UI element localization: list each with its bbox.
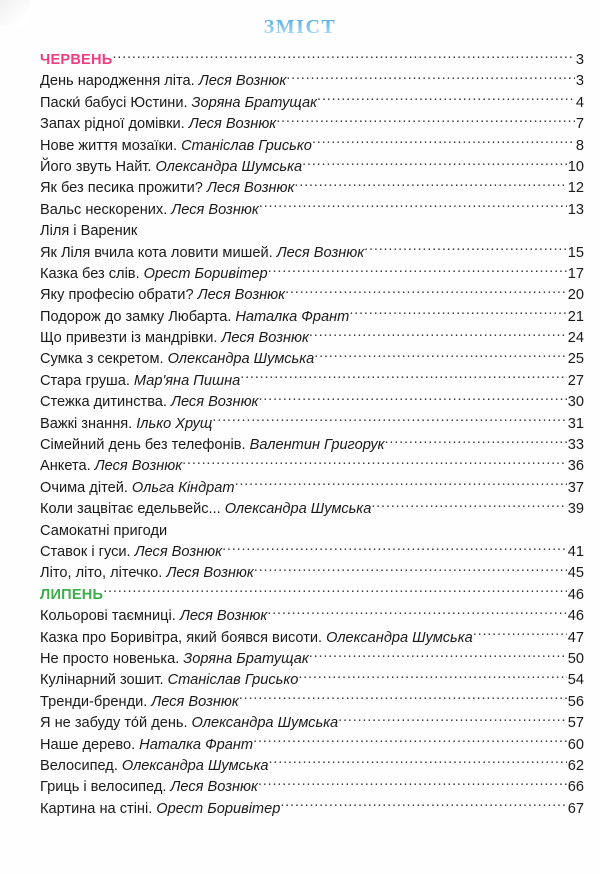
toc-page-number: 62 [567,757,584,774]
toc-entry-title: Нове життя мозаїки. [40,137,178,154]
toc-section-heading[interactable] [40,221,584,242]
toc-entry-author: Леся Вознюк [94,458,183,475]
toc-entry-row[interactable] [40,349,584,370]
toc-entry-row[interactable] [40,93,584,114]
dot-leader [112,50,574,64]
toc-entry-title: Не просто новенька. [40,650,180,667]
toc-entry-row[interactable] [40,670,584,691]
toc-entry-list [0,41,600,820]
dot-leader [269,756,567,770]
dot-leader [302,157,567,171]
toc-page-number: 30 [567,394,584,411]
toc-entry-title: Яку професію обрати? [40,287,194,304]
dot-leader [259,200,567,214]
dot-leader [312,136,575,150]
dot-leader [182,456,567,470]
dot-leader [268,264,567,278]
toc-entry-row[interactable] [40,499,584,520]
toc-entry-title: Запах рідної домівки. [40,116,185,133]
dot-leader [473,628,567,642]
toc-entry-row[interactable] [40,392,584,413]
dot-leader [314,349,567,363]
toc-page-number: 36 [567,458,584,475]
toc-entry-row[interactable] [40,136,584,157]
toc-entry-row[interactable] [40,371,584,392]
toc-entry-author: Зоряна Братущак [183,650,309,667]
toc-entry-title: Як без песика прожити? [40,180,203,197]
toc-entry-author: Леся Вознюк [166,565,254,582]
toc-entry-row[interactable] [40,414,584,435]
toc-entry-author: Наталка Франт [235,308,350,325]
toc-page-number: 13 [567,201,584,218]
toc-entry-author: Орест Боривітер [156,800,281,817]
toc-entry-row[interactable] [40,307,584,328]
toc-entry-author: Олександра Шумська [155,158,303,175]
toc-entry-title: Кулінарний зошит. [40,672,164,689]
toc-entry-title: Казка без слів. [40,265,140,282]
dot-leader [309,328,567,342]
toc-entry-row[interactable] [40,628,584,649]
toc-entry-row[interactable] [40,328,584,349]
toc-page-number: 17 [567,265,584,282]
toc-entry-title: Ліля і Вареник [40,223,138,240]
toc-page-number: 27 [567,372,584,389]
toc-entry-row[interactable] [40,157,584,178]
toc-entry-author: Леся Вознюк [171,201,259,218]
toc-entry-title: Анкета. [40,458,91,475]
toc-page-number: 12 [567,180,584,197]
dot-leader [222,542,567,556]
toc-page-number: 3 [575,52,584,68]
toc-entry-author: Леся Вознюк [206,180,295,197]
dot-leader [267,606,566,620]
toc-page-number: 4 [575,94,584,111]
toc-entry-author: Станіслав Грисько [167,672,299,689]
toc-month-heading[interactable] [40,50,584,71]
toc-entry-row[interactable] [40,243,584,264]
toc-entry-author: Ольга Кіндрат [131,479,235,496]
toc-entry-author: Олександра Шумська [167,351,315,368]
toc-entry-author: Валентин Григорук [249,437,385,454]
dot-leader [371,499,566,513]
toc-entry-row[interactable] [40,649,584,670]
dot-leader [253,735,567,749]
toc-month-heading[interactable] [40,585,584,606]
toc-entry-author: Наталка Франт [139,736,254,753]
toc-entry-author: Леся Вознюк [188,116,277,133]
toc-entry-row[interactable] [40,777,584,798]
toc-page-number: 57 [567,715,584,732]
dot-leader [338,713,567,727]
toc-entry-row[interactable] [40,178,584,199]
toc-page-number: 21 [567,308,584,325]
toc-page-number: 7 [575,116,584,133]
dot-leader [235,478,567,492]
toc-entry-row[interactable] [40,285,584,306]
toc-page-number: 41 [567,543,584,560]
toc-page-number: 10 [567,158,584,175]
toc-entry-title: Стежка дитинства. [40,394,167,411]
toc-entry-row[interactable] [40,478,584,499]
toc-entry-title: Важкі знання. [40,415,133,432]
toc-entry-author: Леся Вознюк [221,330,309,347]
toc-page-number: 24 [567,330,584,347]
toc-page-number: 15 [567,244,584,261]
dot-leader [385,435,567,449]
toc-entry-title: Паски́ бабусі Юстини. [40,94,188,111]
toc-entry-row[interactable] [40,692,584,713]
toc-entry-title: Гриць і велосипед. [40,779,167,796]
toc-entry-author: Леся Вознюк [151,693,239,710]
toc-entry-author: Леся Вознюк [170,779,258,796]
toc-entry-title: Подорож до замку Любарта. [40,308,232,325]
toc-entry-title: Його звуть Найт. [40,158,152,175]
dot-leader [239,692,567,706]
toc-entry-title: Вальс нескорених. [40,201,168,218]
toc-page-number: 66 [567,779,584,796]
toc-entry-author: Олександра Шумська [326,629,473,646]
toc-entry-title: Самокатні пригоди [40,522,168,539]
toc-entry-title: Кольорові таємниці. [40,608,176,625]
toc-entry-row[interactable] [40,264,584,285]
toc-page-number: 45 [567,565,584,582]
toc-entry-title: Сумка з секретом. [40,351,164,368]
toc-page-number: 39 [567,501,584,518]
dot-leader [298,670,566,684]
toc-entry-author: Олександра Шумська [121,757,269,774]
dot-leader [276,114,575,128]
toc-entry-title: Сімейний день без телефонів. [40,437,246,454]
toc-page-number: 50 [567,650,584,667]
toc-entry-title: Коли зацвітає едельвейс... [40,501,221,518]
dot-leader [309,649,567,663]
toc-page-number: 8 [575,137,584,154]
dot-leader [103,585,567,599]
toc-entry-author: Леся Вознюк [197,287,286,304]
page-title: ЗМІСТ [0,0,600,41]
toc-entry-row[interactable] [40,200,584,221]
toc-page-number: 46 [567,608,584,625]
dot-leader [258,777,567,791]
toc-entry-row[interactable] [40,799,584,820]
toc-page-number: 25 [567,351,584,368]
toc-entry-row[interactable] [40,114,584,135]
toc-entry-title: Казка про Боривітра, який боявся висоти. [40,629,323,646]
toc-page-number: 37 [567,479,584,496]
toc-entry-title: Літо, літо, літечко. [40,565,163,582]
dot-leader [294,178,566,192]
toc-entry-row[interactable] [40,456,584,477]
toc-entry-row[interactable] [40,563,584,584]
toc-entry-title: Я не забуду то́й день. [40,715,188,732]
dot-leader [285,285,567,299]
dot-leader [317,93,575,107]
toc-page-number: 31 [567,415,584,432]
dot-leader [240,371,567,385]
toc-page-number: 54 [567,672,584,689]
toc-entry-title: Як Ліля вчила кота ловити мишей. [40,244,273,261]
toc-entry-title: Наше дерево. [40,736,136,753]
dot-leader [254,563,567,577]
toc-entry-row[interactable] [40,71,584,92]
toc-entry-row[interactable] [40,756,584,777]
toc-entry-title: ЧЕРВЕНЬ [40,52,113,68]
toc-entry-row[interactable] [40,735,584,756]
toc-entry-author: Станіслав Грисько [181,137,312,154]
toc-page-number: 33 [567,437,584,454]
toc-entry-author: Зоряна Братущак [191,94,318,111]
toc-entry-author: Олександра Шумська [224,501,372,518]
toc-entry-author: Леся Вознюк [134,543,223,560]
toc-entry-author: Леся Вознюк [276,244,365,261]
dot-leader [212,414,566,428]
toc-entry-title: ЛИПЕНЬ [40,586,104,603]
dot-leader [364,243,567,257]
toc-page-number: 20 [567,287,584,304]
toc-page-number: 60 [567,736,584,753]
dot-leader [258,392,566,406]
toc-entry-author: Леся Вознюк [179,608,268,625]
dot-leader [286,71,575,85]
toc-entry-row[interactable] [40,713,584,734]
toc-entry-row[interactable] [40,542,584,563]
toc-page-number: 46 [567,586,584,603]
toc-entry-author: Олександра Шумська [191,715,339,732]
toc-entry-author: Орест Боривітер [143,265,268,282]
dot-leader [349,307,566,321]
toc-entry-row[interactable] [40,435,584,456]
toc-entry-author: Леся Вознюк [170,394,259,411]
toc-entry-author: Леся Вознюк [198,73,287,90]
dot-leader [280,799,566,813]
toc-entry-title: Картина на стіні. [40,800,153,817]
toc-entry-title: Що привезти із мандрівки. [40,330,218,347]
toc-page-number: 3 [575,73,584,90]
toc-entry-title: День народження літа. [40,73,195,90]
toc-entry-row[interactable] [40,606,584,627]
toc-entry-title: Ставок і гуси. [40,543,131,560]
toc-section-heading[interactable] [40,521,584,542]
toc-page-number: 56 [567,693,584,710]
toc-entry-title: Стара груша. [40,372,130,389]
toc-entry-author: Мар'яна Пишна [133,372,241,389]
toc-entry-title: Тренди-бренди. [40,693,148,710]
toc-entry-author: Ілько Хрущ [136,415,213,432]
toc-page-number: 47 [567,629,584,646]
toc-entry-title: Очима дітей. [40,479,128,496]
toc-entry-title: Велосипед. [40,757,118,774]
toc-page-number: 67 [567,800,584,817]
